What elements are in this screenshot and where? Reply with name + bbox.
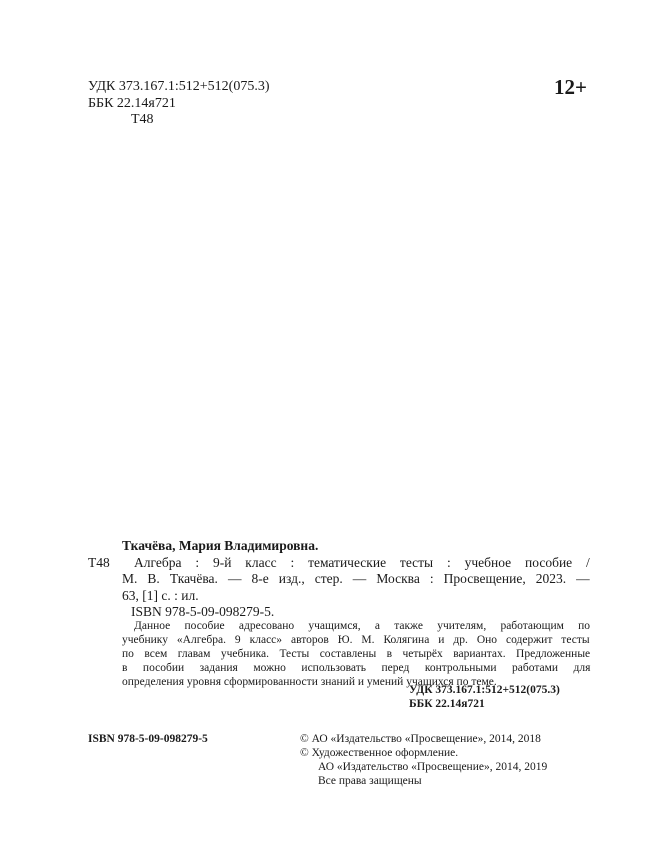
- annotation-line-3: по всем главам учебника. Тесты составлены в четырёх вариантах. Предложенные: [122, 648, 591, 660]
- record-udk: УДК 373.167.1:512+512(075.3): [409, 684, 560, 696]
- record-line-2: М. В. Ткачёва. — 8-е изд., стер. — Москва : Просвещение, 2023. —: [122, 571, 590, 586]
- copyright-line-3: АО «Издательство «Просвещение», 2014, 2019: [318, 761, 548, 773]
- copyright-line-1: © АО «Издательство «Просвещение», 2014, 2018: [300, 733, 541, 745]
- record-bbk: ББК 22.14я721: [409, 698, 485, 710]
- age-rating: 12+: [554, 75, 587, 99]
- copyright-line-4: Все права защищены: [318, 775, 422, 787]
- footer-isbn: ISBN 978-5-09-098279-5: [88, 733, 208, 745]
- copyright-line-2: © Художественное оформление.: [300, 747, 459, 759]
- annotation-line-1: Данное пособие адресовано учащимся, а также учителям, работающим по: [134, 620, 591, 632]
- annotation-line-2: учебнику «Алгебра. 9 класс» авторов Ю. М. Колягина и др. Оно содержит тесты: [122, 634, 590, 646]
- author-code-header: Т48: [131, 112, 154, 127]
- record-line-1: Алгебра : 9-й класс : тематические тесты : учебное пособие /: [134, 555, 590, 570]
- record-line-3: 63, [1] с. : ил.: [122, 588, 199, 603]
- bbk-header: ББК 22.14я721: [88, 96, 176, 111]
- record-isbn: ISBN 978-5-09-098279-5.: [131, 604, 275, 619]
- annotation-line-5: определения уровня сформированности знаний и умений учащихся по теме.: [122, 676, 497, 688]
- annotation-line-4: в пособии задания можно использовать перед контрольными работами для: [122, 662, 591, 674]
- author-name: Ткачёва, Мария Владимировна.: [122, 538, 319, 553]
- author-code: Т48: [88, 555, 110, 570]
- udk-header: УДК 373.167.1:512+512(075.3): [88, 79, 270, 94]
